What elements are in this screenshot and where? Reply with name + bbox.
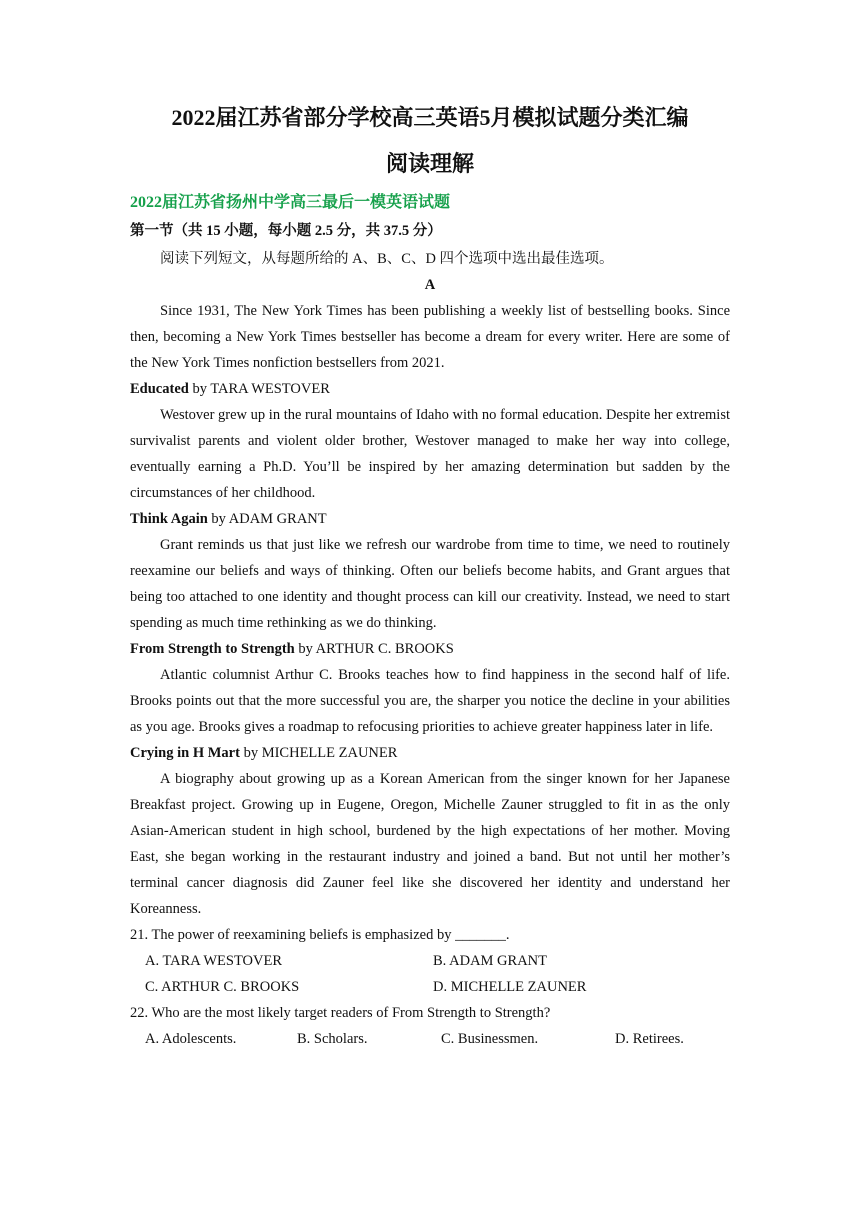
document-page (130, 100, 730, 1052)
book-author: by MICHELLE ZAUNER (239, 745, 398, 761)
book-heading (130, 376, 730, 402)
section-heading: 第一节（共 15 小题，每小题 2.5 分，共 37.5 分） (130, 223, 442, 239)
book-description: Westover grew up in the rural mountains of Idaho with no formal education. Despite her extremist survivalist parents and violent older brother, Westover managed to make her way into college, eventually earning a Ph.D. You’ll be inspired by her amazing determination but sadden by the circumstances of her childhood. (130, 407, 730, 501)
option-b: B. Scholars. (297, 1031, 368, 1047)
option-b: B. ADAM GRANT (433, 953, 547, 969)
book-title: Think Again (130, 511, 208, 527)
option-a: A. TARA WESTOVER (145, 953, 283, 969)
option-c: C. Businessmen. (441, 1031, 539, 1047)
document-title: 2022届江苏省部分学校高三英语5月模拟试题分类汇编 (171, 105, 689, 130)
passage-label: A (424, 277, 436, 293)
question-options (130, 948, 730, 1000)
book-description: A biography about growing up as a Korean American from the singer known for her Japanese Breakfast project. Growing up in Eugene, Oregon, Michelle Zauner struggled to fit in as the only Asian-American student in high school, burdened by the high expectations of her mother. Moving East, she began working in the restaurant industry and joined a band. But not until her mother’s terminal cancer diagnosis did Zauner feel like she discovered her identity and understand her Koreanness. (130, 771, 730, 917)
option-c: C. ARTHUR C. BROOKS (145, 979, 300, 995)
option-d: D. MICHELLE ZAUNER (433, 979, 587, 995)
book-heading (130, 636, 730, 662)
book-title: From Strength to Strength (130, 641, 295, 657)
book-title: Crying in H Mart (130, 745, 240, 761)
book-author: by ADAM GRANT (207, 511, 327, 527)
option-d: D. Retirees. (615, 1031, 684, 1047)
book-heading (130, 506, 730, 532)
book-heading (130, 740, 730, 766)
question-options (130, 1026, 730, 1052)
book-title: Educated (130, 381, 189, 397)
question-stem: 22. Who are the most likely target readers of From Strength to Strength? (130, 1005, 551, 1021)
question-stem: 21. The power of reexamining beliefs is emphasized by _______. (130, 927, 510, 943)
exam-name: 2022届江苏省扬州中学高三最后一模英语试题 (130, 194, 451, 211)
document-subtitle: 阅读理解 (385, 151, 474, 176)
book-author: by ARTHUR C. BROOKS (294, 641, 454, 657)
passage-intro: Since 1931, The New York Times has been publishing a weekly list of bestselling books. Since then, becoming a New York Times bestseller has become a dream for every writer. Here are some of the New York Times nonfiction bestsellers from 2021. (130, 303, 730, 371)
option-a: A. Adolescents. (145, 1031, 237, 1047)
section-instruction: 阅读下列短文，从每题所给的 A、B、C、D 四个选项中选出最佳选项。 (160, 251, 614, 267)
book-author: by TARA WESTOVER (188, 381, 330, 397)
book-description: Atlantic columnist Arthur C. Brooks teaches how to find happiness in the second half of life. Brooks points out that the more successful you are, the sharper you notice the decline in your abilities as you age. Brooks gives a roadmap to refocusing priorities to achieve greater happiness later in life. (130, 667, 730, 735)
book-description: Grant reminds us that just like we refresh our wardrobe from time to time, we need to routinely reexamine our beliefs and ways of thinking. Often our beliefs become habits, and Grant argues that being too attached to one identity and thought process can kill our creativity. Instead, we need to start spending as much time rethinking as we do thinking. (130, 537, 730, 631)
